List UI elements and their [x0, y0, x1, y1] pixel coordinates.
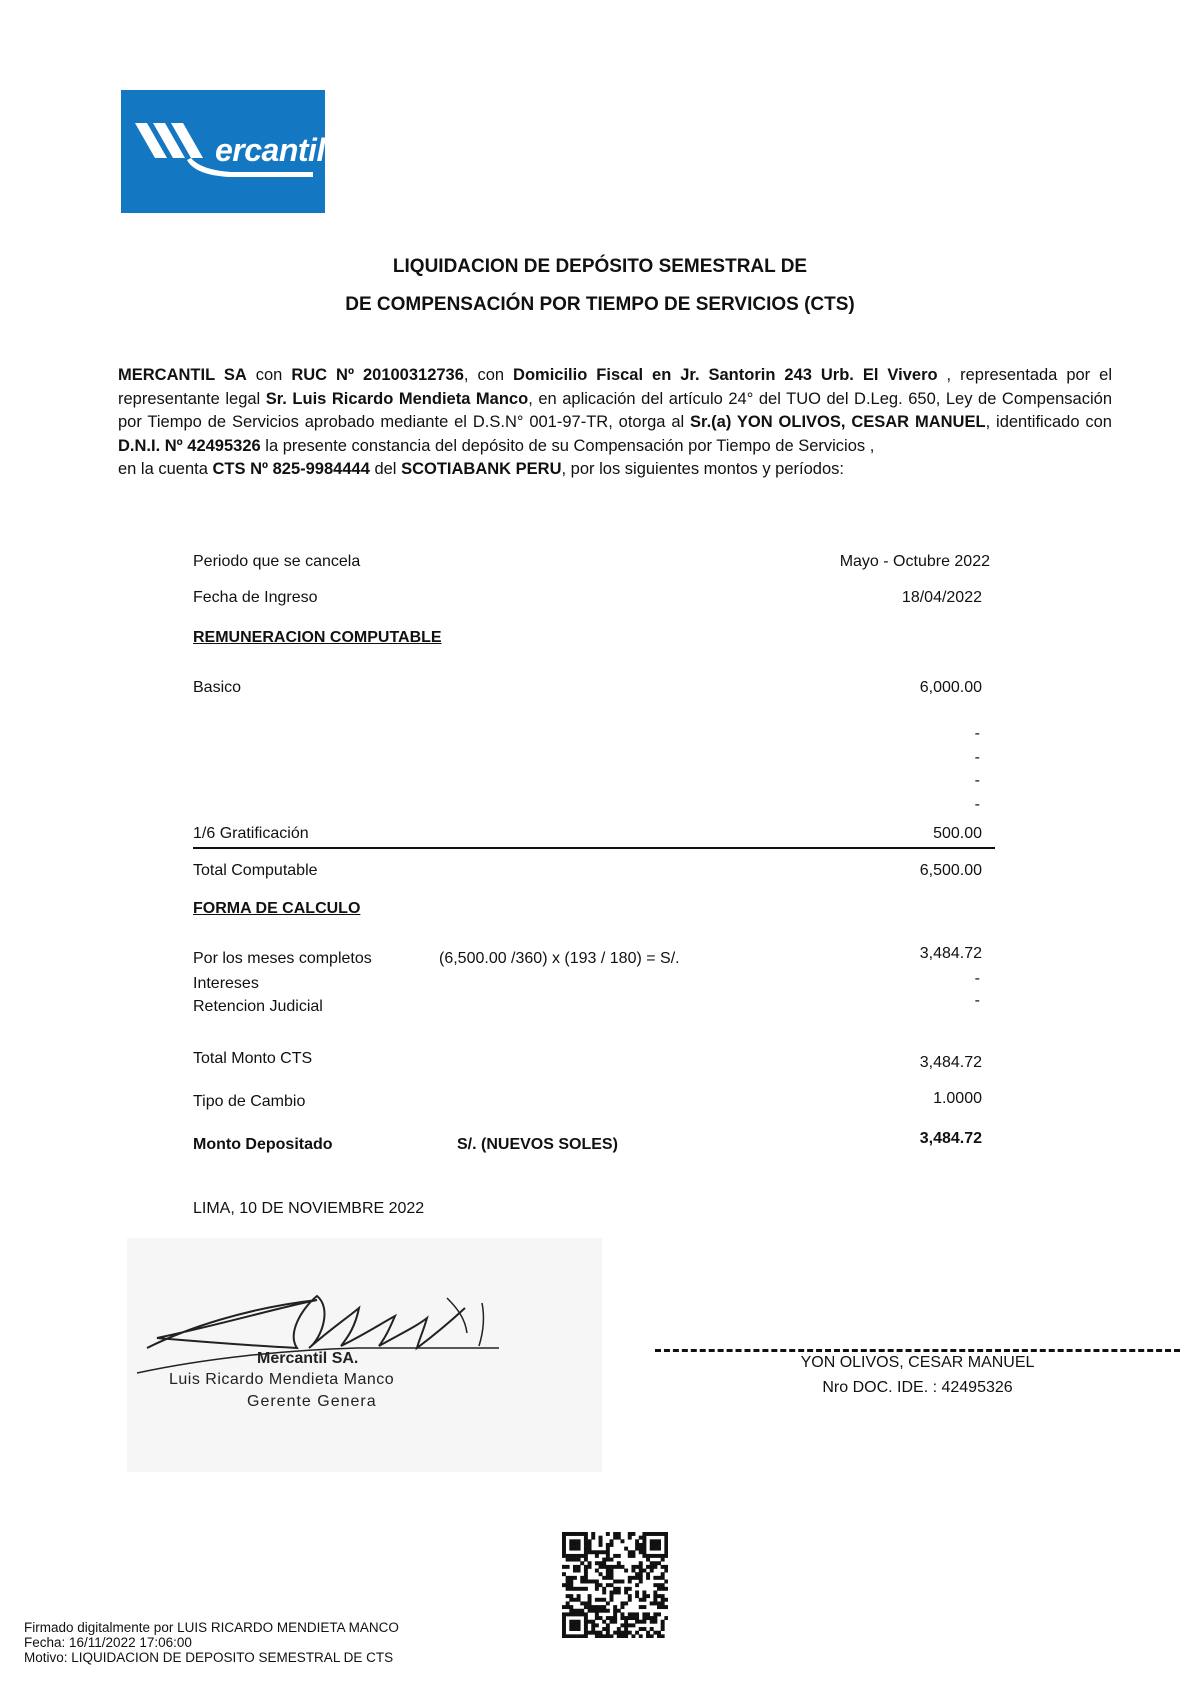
logo-text: ercantil — [215, 132, 325, 168]
intro-text: con — [246, 366, 292, 384]
intereses-label: Intereses — [193, 975, 259, 992]
employee-signature-name: YON OLIVOS, CESAR MANUEL — [800, 1354, 1035, 1371]
signature-company: Mercantil SA. — [257, 1350, 359, 1367]
periodo-value: Mayo - Octubre 2022 — [839, 553, 990, 570]
digital-signature-line-3: Motivo: LIQUIDACION DE DEPOSITO SEMESTRAL DE CTS — [24, 1650, 394, 1665]
meses-formula: (6,500.00 /360) x (193 / 180) = S/. — [439, 950, 680, 967]
signature-image — [127, 1238, 602, 1472]
handwritten-signature — [127, 1238, 602, 1472]
retencion-judicial-label: Retencion Judicial — [193, 998, 323, 1015]
domicilio-fiscal: Domicilio Fiscal en Jr. Santorin 243 Urb. El Vivero — [513, 366, 938, 384]
monto-depositado-label: Monto Depositado — [193, 1136, 333, 1153]
intro-text: , con — [463, 366, 514, 384]
remuneracion-header: REMUNERACION COMPUTABLE — [193, 629, 442, 646]
intro-paragraph — [118, 364, 1112, 482]
intro-text: en la cuenta — [118, 460, 213, 478]
empty-item-dash: - — [974, 772, 980, 789]
total-computable-label: Total Computable — [193, 862, 318, 879]
intro-text: , por los siguientes montos y períodos: — [561, 460, 844, 478]
total-computable-value: 6,500.00 — [919, 862, 982, 879]
employee-signature-line — [655, 1349, 1180, 1352]
signature-name: Luis Ricardo Mendieta Manco — [169, 1371, 395, 1388]
empty-item-dash: - — [974, 749, 980, 766]
intro-text: , representada por el representante legal — [118, 366, 1112, 408]
bank-name: SCOTIABANK PERU — [401, 460, 562, 478]
intro-text: , identificado con — [985, 413, 1112, 431]
place-date: LIMA, 10 DE NOVIEMBRE 2022 — [193, 1200, 425, 1217]
empty-item-dash: - — [974, 796, 980, 813]
fecha-ingreso-label: Fecha de Ingreso — [193, 589, 318, 606]
basico-label: Basico — [193, 679, 242, 696]
intereses-value: - — [974, 970, 980, 987]
meses-completos-value: 3,484.72 — [919, 945, 982, 962]
digital-signature-line-2: Fecha: 16/11/2022 17:06:00 — [24, 1635, 192, 1650]
empty-item-dash: - — [974, 725, 980, 742]
intro-text: del — [369, 460, 402, 478]
retencion-judicial-value: - — [974, 992, 980, 1009]
forma-calculo-header: FORMA DE CALCULO — [193, 900, 361, 917]
monto-depositado-value: 3,484.72 — [919, 1130, 982, 1147]
document-title-line-2: DE COMPENSACIÓN POR TIEMPO DE SERVICIOS (CTS) — [345, 294, 855, 315]
employee-dni: D.N.I. Nº 42495326 — [118, 436, 261, 455]
employee-name: Sr.(a) YON OLIVOS, CESAR MANUEL — [690, 413, 986, 431]
cts-account: CTS Nº 825-9984444 — [212, 460, 370, 478]
intro-text: la presente constancia del depósito de su Compensación por Tiempo de Servicios , — [260, 436, 875, 455]
meses-completos-label: Por los meses completos — [193, 950, 372, 967]
fecha-ingreso-value: 18/04/2022 — [901, 589, 982, 606]
signature-role: Gerente Genera — [247, 1393, 377, 1410]
periodo-label: Periodo que se cancela — [193, 553, 361, 570]
basico-value: 6,000.00 — [919, 679, 982, 696]
qr-code-graphic — [562, 1532, 668, 1638]
qr-code — [562, 1532, 668, 1638]
mercantil-logo — [121, 90, 325, 213]
tipo-cambio-value: 1.0000 — [933, 1090, 982, 1107]
ruc-number: RUC Nº 20100312736 — [291, 366, 464, 384]
gratificacion-value: 500.00 — [933, 825, 982, 842]
digital-signature-line-1: Firmado digitalmente por LUIS RICARDO MENDIETA MANCO — [24, 1620, 399, 1635]
gratificacion-label: 1/6 Gratificación — [193, 825, 309, 842]
intro-text: , en aplicación del artículo 24° del TUO del D.Leg. 650, Ley de Compensación por Tiempo de Servicios aprobado mediante el D.S.N° 001-97-TR, otorga al — [118, 389, 1112, 431]
total-monto-cts-value: 3,484.72 — [919, 1054, 982, 1071]
legal-representative: Sr. Luis Ricardo Mendieta Manco — [265, 389, 529, 408]
tipo-cambio-label: Tipo de Cambio — [193, 1093, 306, 1110]
moneda-label: S/. (NUEVOS SOLES) — [457, 1136, 618, 1153]
total-monto-cts-label: Total Monto CTS — [193, 1050, 313, 1067]
total-rule — [193, 847, 995, 849]
company-name: MERCANTIL SA — [118, 366, 247, 384]
document-title-line-1: LIQUIDACION DE DEPÓSITO SEMESTRAL DE — [392, 256, 808, 277]
employee-signature-doc: Nro DOC. IDE. : 42495326 — [822, 1379, 1013, 1396]
